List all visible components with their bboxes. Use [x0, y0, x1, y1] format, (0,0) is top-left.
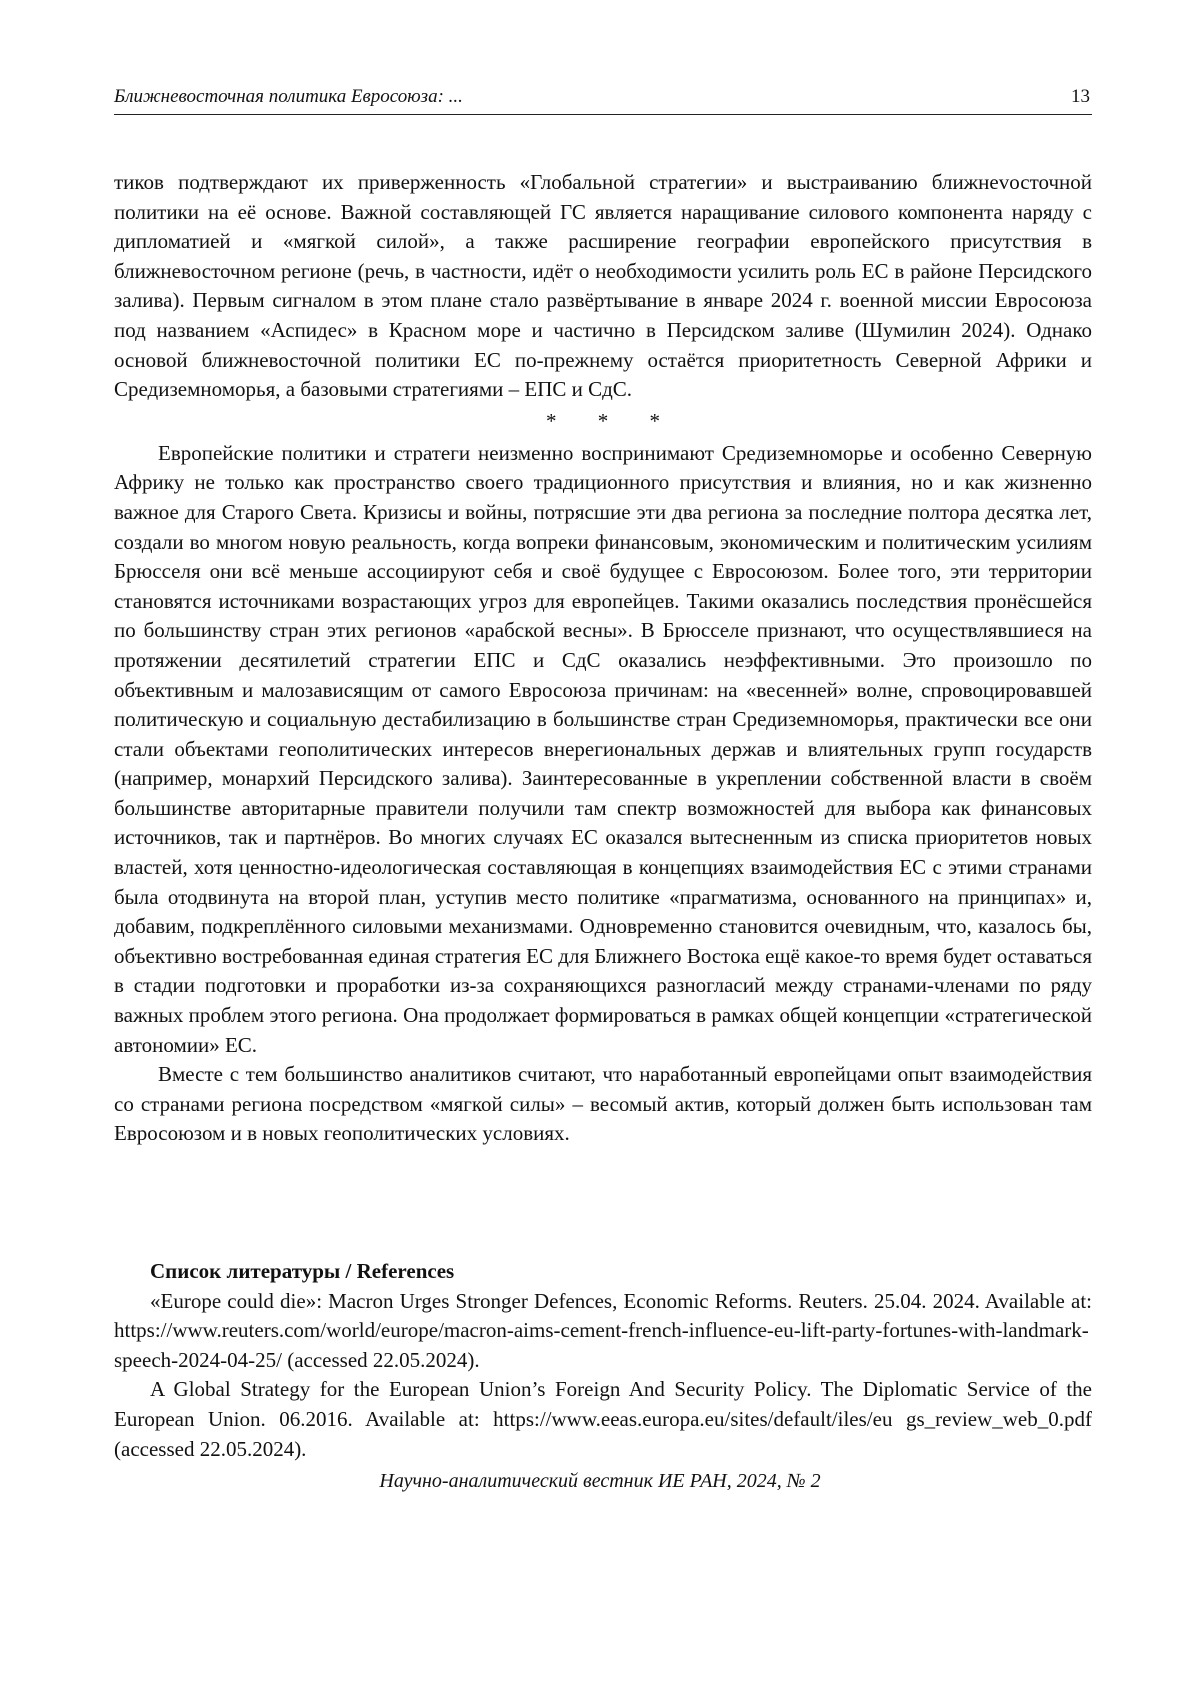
reference-item: A Global Strategy for the European Union’s Foreign And Security Policy. The Diplomatic Service of the European Union. 06.2016. Available at: https://www.eeas.europa.eu/sites/default/iles/eu gs_review_web_0.pdf (accessed 22.05.2024). [114, 1377, 1092, 1461]
references-heading: Список литературы / References [150, 1259, 455, 1283]
references-section [114, 1257, 1092, 1464]
separator-asterisk: * [649, 408, 660, 433]
body-paragraph: тиков подтверждают их приверженность «Глобальной стратегии» и выстраиванию ближнеvосточной политики на её основе. Важной составляющей ГС является наращивание силового компонента наряду с дипломатией и «мягкой силой», а также расширение географии европейского присутствия в ближневосточном регионе (речь, в частности, идёт о необходимости усилить роль ЕС в районе Персидского залива). Первым сигналом в этом плане стало развёртывание в январе 2024 г. военной миссии Евросоюза под названием «Аспидес» в Красном море и частично в Персидском заливе (Шумилин 2024). Однако основой ближневосточной политики ЕС по-прежнему остаётся приоритетность Северной Африки и Средиземноморья, а базовыми стратегиями – ЕПС и СдС. [114, 170, 1092, 402]
body-paragraph: Вместе с тем большинство аналитиков считают, что наработанный европейцами опыт взаимодействия со странами региона посредством «мягкой силы» – весомый актив, который должен быть использован там Евросоюзом и в новых геополитических условиях. [114, 1062, 1092, 1146]
page-number: 13 [1071, 86, 1090, 107]
body-paragraph: Европейские политики и стратеги неизменно воспринимают Средиземноморье и особенно Северную Африку не только как пространство своего традиционного присутствия и влияния, но и как жизненно важное для Старого Света. Кризисы и войны, потрясшие эти два региона за последние полтора десятка лет, создали во многом новую реальность, когда вопреки финансовым, экономическим и политическим усилиям Брюсселя они всё меньше ассоциируют себя и своё будущее с Евросоюзом. Более того, эти территории становятся источниками возрастающих угроз для европейцев. Такими оказались последствия пронёсшейся по большинству стран этих регионов «арабской весны». В Брюсселе признают, что осуществлявшиеся на протяжении десятилетий стратегии ЕПС и СдС оказались неэффективными. Это произошло по объективным и малозависящим от самого Евросоюза причинам: на «весенней» волне, спровоцировавшей политическую и социальную дестабилизацию в большинстве стран Средиземноморья, практически все они стали объектами геополитических интересов внерегиональных держав и влиятельных групп государств (например, монархий Персидского залива). Заинтересованные в укреплении собственной власти в своём большинстве авторитарные правители получили там спектр возможностей для выбора как финансовых источников, так и партнёров. Во многих случаях ЕС оказался вытесненным из списка приоритетов новых властей, хотя ценностно-идеологическая составляющая в концепциях взаимодействия ЕС с этими странами была отодвинута на второй план, уступив место политике «прагматизма, основанного на принципах» и, добавим, подкреплённого силовыми механизмами. Одновременно становится очевидным, что, казалось бы, объективно востребованная единая стратегия ЕС для Ближнего Востока ещё какое-то время будет оставаться в стадии подготовки и проработки из-за сохраняющихся разногласий между странами-членами по ряду важных проблем этого региона. Она продолжает формироваться в рамках общей концепции «стратегической автономии» ЕС. [114, 440, 1092, 1057]
separator-asterisk: * [546, 408, 557, 433]
running-title: Ближневосточная политика Евросоюза: ... [114, 86, 463, 107]
article-body [114, 168, 1092, 1149]
reference-item: «Europe could die»: Macron Urges Stronger Defences, Economic Reforms. Reuters. 25.04. 2024. Available at: https://www.reuters.com/world/europe/macron-aims-cement-french-influence-eu-lift-party-fortunes-with-landmark-speech-2024-04-25/ (accessed 22.05.2024). [114, 1288, 1092, 1372]
section-separator [114, 405, 1092, 439]
separator-asterisk: * [597, 408, 609, 433]
running-header [114, 84, 1092, 115]
running-footer: Научно-аналитический вестник ИЕ РАН, 2024, № 2 [379, 1470, 821, 1492]
